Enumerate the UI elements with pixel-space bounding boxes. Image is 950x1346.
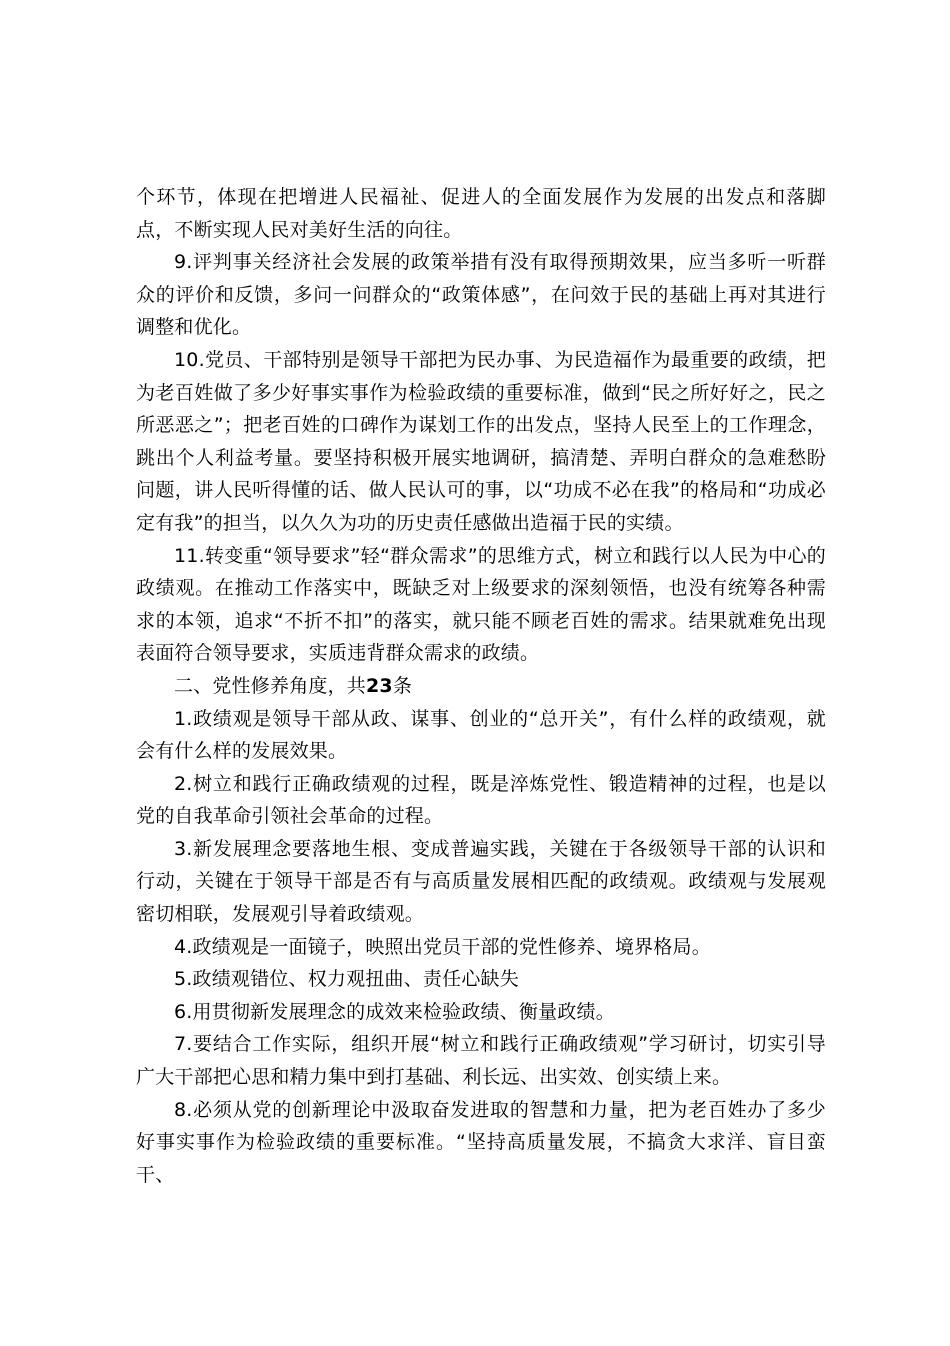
paragraph-item-8: 8.必须从党的创新理论中汲取奋发进取的智慧和力量，把为老百姓办了多少好事实事作为检验政绩的重要标准。“坚持高质量发展，不搞贪大求洋、盲目蛮干、 (136, 1098, 826, 1186)
paragraph-item-7: 7.要结合工作实际，组织开展“树立和践行正确政绩观”学习研讨，切实引导广大干部把心思和精力集中到打基础、利长远、出实效、创实绩上来。 (136, 1033, 826, 1089)
section-heading-prefix: 二、党性修养角度，共 (174, 674, 367, 697)
paragraph-item-9: 9.评判事关经济社会发展的政策举措有没有取得预期效果，应当多听一听群众的评价和反馈，多问一问群众的“政策体感”，在问效于民的基础上再对其进行调整和优化。 (136, 251, 826, 339)
paragraph-item-2: 2.树立和践行正确政绩观的过程，既是淬炼党性、锻造精神的过程，也是以党的自我革命引领社会革命的过程。 (136, 772, 826, 828)
paragraph-item-10: 10.党员、干部特别是领导干部把为民办事、为民造福作为最重要的政绩，把为老百姓做了多少好事实事作为检验政绩的重要标准，做到“民之所好好之，民之所恶恶之”；把老百姓的口碑作为谋划工作的出发点，坚持人民至上的工作理念，跳出个人利益考量。要坚持积极开展实地调研，搞清楚、弄明白群众的急难愁盼问题，讲人民听得懂的话、做人民认可的事，以“功成不必在我”的格局和“功成必定有我”的担当，以久久为功的历史责任感做出造福于民的实绩。 (136, 348, 826, 534)
paragraph-item-3: 3.新发展理念要落地生根、变成普遍实践，关键在于各级领导干部的认识和行动，关键在于领导干部是否有与高质量发展相匹配的政绩观。政绩观与发展观密切相联，发展观引导着政绩观。 (136, 837, 826, 926)
paragraph-item-6: 6.用贯彻新发展理念的成效来检验政绩、衡量政绩。 (174, 1000, 615, 1023)
section-heading (136, 670, 826, 703)
section-heading-count: 23 (366, 674, 393, 697)
paragraph-item-11: 11.转变重“领导要求”轻“群众需求”的思维方式，树立和践行以人民为中心的政绩观。在推动工作落实中，既缺乏对上级要求的深刻领悟，也没有统筹各种需求的本领，追求“不折不扣”的落实，就只能不顾老百姓的需求。结果就难免出现表面符合领导要求，实质违背群众需求的政绩。 (136, 544, 826, 665)
paragraph-item-4: 4.政绩观是一面镜子，映照出党员干部的党性修养、境界格局。 (174, 935, 711, 958)
paragraph-item-1: 1.政绩观是领导干部从政、谋事、创业的“总开关”，有什么样的政绩观，就会有什么样的发展效果。 (136, 707, 826, 763)
section-heading-suffix: 条 (392, 674, 413, 697)
document-body (136, 181, 826, 1191)
paragraph-item-5: 5.政绩观错位、权力观扭曲、责任心缺失 (174, 968, 519, 991)
paragraph-continuation: 个环节，体现在把增进人民福祉、促进人的全面发展作为发展的出发点和落脚点，不断实现人民对美好生活的向往。 (136, 186, 826, 241)
